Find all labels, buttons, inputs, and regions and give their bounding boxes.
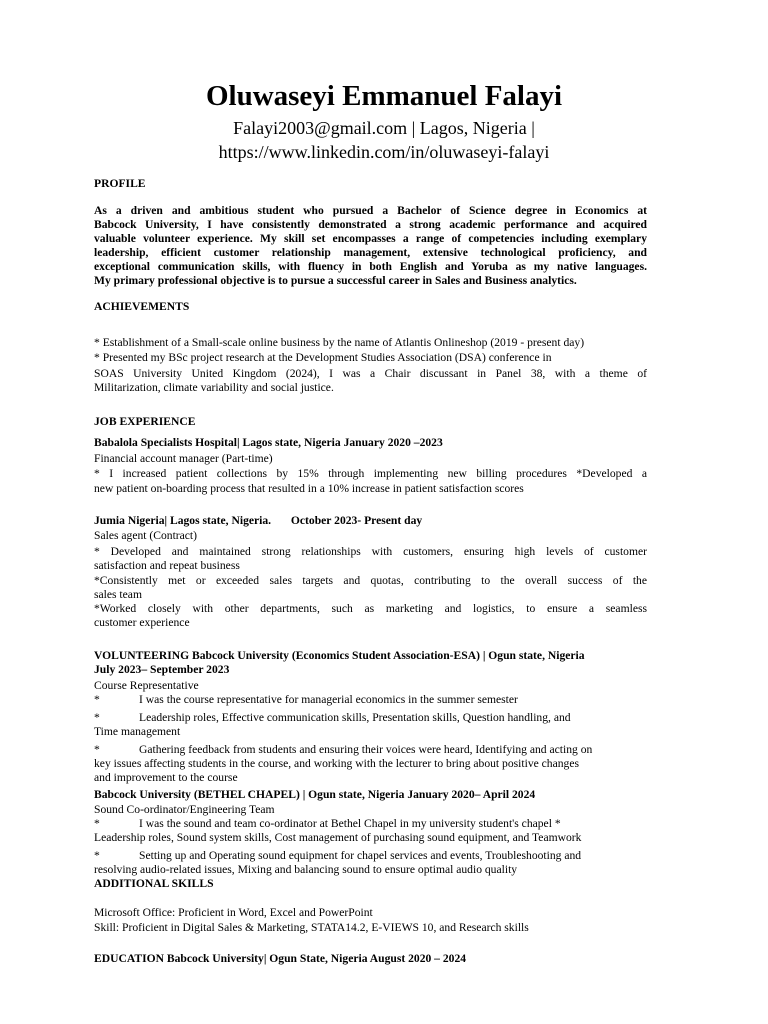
volunteering-bullet-line: key issues affecting students in the course, and working with the lecturer to bring about positive changes <box>94 757 579 770</box>
volunteering-dates: July 2023– September 2023 <box>94 663 230 676</box>
volunteering-role: Course Representative <box>94 679 199 692</box>
job-detail-line: *Worked closely with other departments, such as marketing and logistics, to ensure a seamless <box>94 602 647 615</box>
profile-line: exceptional communication skills, with fluency in both English and Yoruba as my native languages. <box>94 260 647 273</box>
profile-heading: PROFILE <box>94 177 146 190</box>
bullet-text: Gathering feedback from students and ensuring their voices were heard, Identifying and acting on <box>139 743 593 756</box>
bullet-marker: * <box>94 817 100 830</box>
education-line: EDUCATION Babcock University| Ogun State, Nigeria August 2020 – 2024 <box>94 952 467 965</box>
achievements-heading: ACHIEVEMENTS <box>94 300 190 313</box>
skills-line: Microsoft Office: Proficient in Word, Excel and PowerPoint <box>94 906 373 919</box>
chapel-role: Sound Co-ordinator/Engineering Team <box>94 803 275 816</box>
volunteering-bullet-line: and improvement to the course <box>94 771 238 784</box>
contact-linkedin: https://www.linkedin.com/in/oluwaseyi-falayi <box>218 142 550 162</box>
job-company: Jumia Nigeria| Lagos state, Nigeria. <box>94 514 272 527</box>
bullet-text: I was the course representative for managerial economics in the summer semester <box>139 693 518 706</box>
chapel-bullet-line <box>94 817 647 831</box>
job-detail-line: * I increased patient collections by 15% through implementing new billing procedures *Developed a <box>94 467 647 480</box>
chapel-bullet-line: resolving audio-related issues, Mixing and balancing sound to ensure optimal audio quality <box>94 863 518 876</box>
volunteering-title: VOLUNTEERING Babcock University (Economics Student Association-ESA) | Ogun state, Nigeria <box>94 649 585 662</box>
bullet-marker: * <box>94 693 100 706</box>
bullet-marker: * <box>94 849 100 862</box>
achievement-line: Militarization, climate variability and social justice. <box>94 381 334 394</box>
job-title <box>94 514 647 528</box>
volunteering-bullet-line <box>94 711 647 725</box>
volunteering-bullet-line <box>94 743 647 757</box>
job-role: Sales agent (Contract) <box>94 529 198 542</box>
skills-line: Skill: Proficient in Digital Sales & Marketing, STATA14.2, E-VIEWS 10, and Research skills <box>94 921 529 934</box>
profile-line: valuable volunteer experience. My skill set encompasses a range of competencies including exemplary <box>94 232 647 245</box>
achievement-line: * Presented my BSc project research at the Development Studies Association (DSA) conference in <box>94 351 552 364</box>
chapel-bullet-line: Leadership roles, Sound system skills, Cost management of purchasing sound equipment, and Teamwork <box>94 831 582 844</box>
job-detail-line: * Developed and maintained strong relationships with customers, ensuring high levels of customer <box>94 545 647 558</box>
job-title: Babalola Specialists Hospital| Lagos state, Nigeria January 2020 –2023 <box>94 436 443 449</box>
bullet-text: Leadership roles, Effective communication skills, Presentation skills, Question handling, and <box>139 711 571 724</box>
profile-line: As a driven and ambitious student who pursued a Bachelor of Science degree in Economics at <box>94 204 647 217</box>
job-detail-line: satisfaction and repeat business <box>94 559 240 572</box>
profile-line: leadership, efficient customer relationship management, extensive technological proficiency, and <box>94 246 647 259</box>
profile-line: My primary professional objective is to pursue a successful career in Sales and Business analytics. <box>94 274 577 287</box>
job-detail-line: customer experience <box>94 616 190 629</box>
skills-heading: ADDITIONAL SKILLS <box>94 877 214 890</box>
bullet-marker: * <box>94 743 100 756</box>
bullet-text: Setting up and Operating sound equipment for chapel services and events, Troubleshooting and <box>139 849 582 862</box>
job-dates: October 2023- Present day <box>290 514 423 527</box>
resume-name: Oluwaseyi Emmanuel Falayi <box>205 80 563 112</box>
profile-line: Babcock University, I have consistently demonstrated a strong academic performance and acquired <box>94 218 647 231</box>
volunteering-bullet-line <box>94 693 647 707</box>
achievement-line: * Establishment of a Small-scale online business by the name of Atlantis Onlineshop (2019 - present day) <box>94 336 585 349</box>
contact-email-location: Falayi2003@gmail.com | Lagos, Nigeria | <box>233 118 535 138</box>
job-detail-line: sales team <box>94 588 142 601</box>
bullet-text: I was the sound and team co-ordinator at Bethel Chapel in my university student's chapel * <box>139 817 561 830</box>
chapel-title: Babcock University (BETHEL CHAPEL) | Ogun state, Nigeria January 2020– April 2024 <box>94 788 536 801</box>
job-detail-line: new patient on-boarding process that resulted in a 10% increase in patient satisfaction scores <box>94 482 524 495</box>
job-role: Financial account manager (Part-time) <box>94 452 273 465</box>
achievement-line: SOAS University United Kingdom (2024), I was a Chair discussant in Panel 38, with a theme of <box>94 367 647 380</box>
job-experience-heading: JOB EXPERIENCE <box>94 415 196 428</box>
chapel-bullet-line <box>94 849 647 863</box>
job-detail-line: *Consistently met or exceeded sales targets and quotas, contributing to the overall success of the <box>94 574 647 587</box>
bullet-marker: * <box>94 711 100 724</box>
volunteering-bullet-line: Time management <box>94 725 181 738</box>
